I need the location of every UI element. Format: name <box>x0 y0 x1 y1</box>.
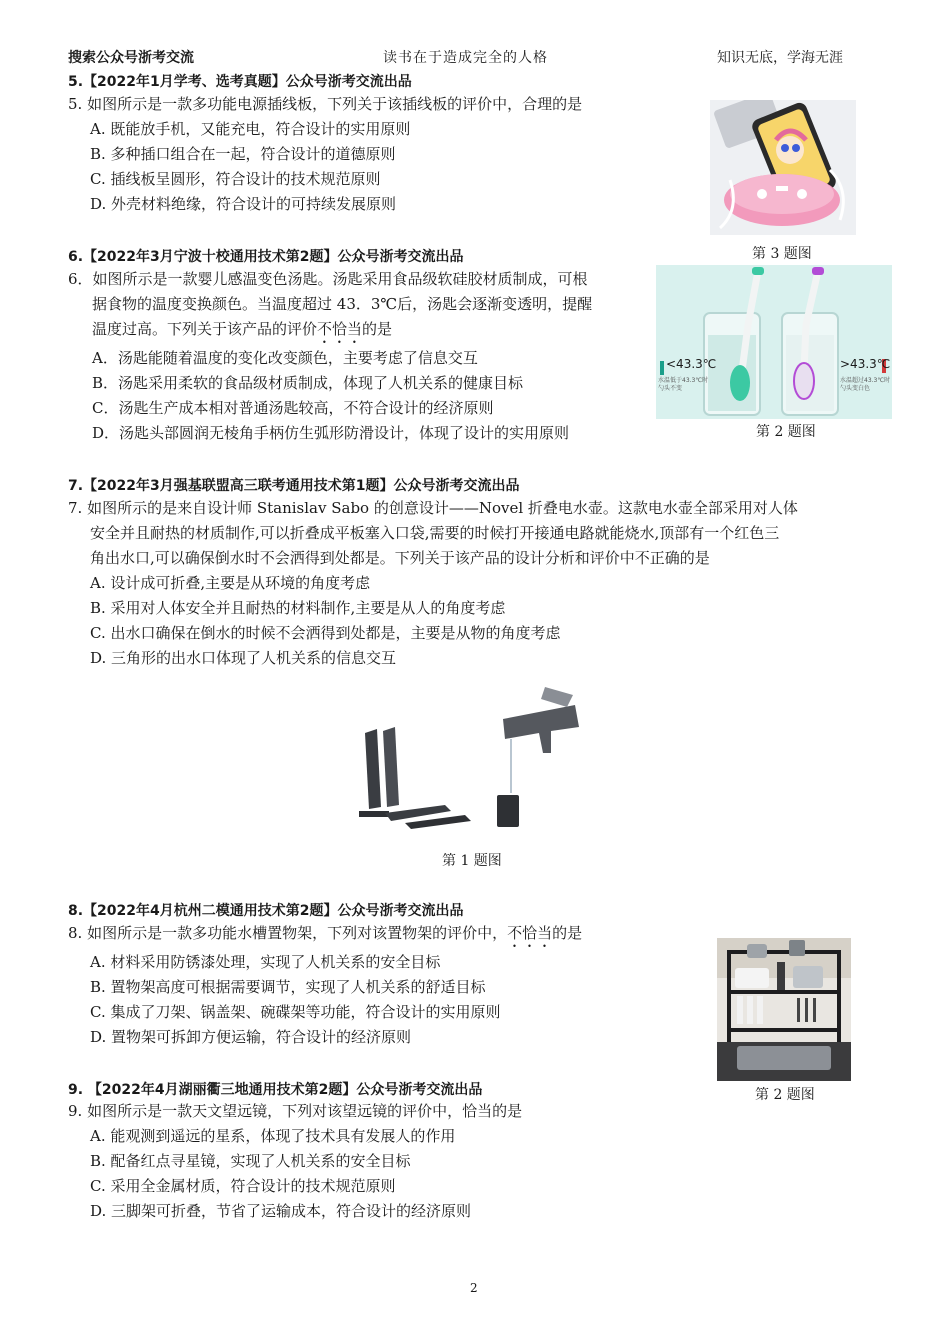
q6-stem-line3-post: 的是 <box>362 320 393 338</box>
q7-option-c: C. 出水口确保在倒水的时候不会洒得到处都是，主要是从物的角度考虑 <box>90 624 561 642</box>
q8-option-a: A. 材料采用防锈漆处理，实现了人机关系的安全目标 <box>90 953 441 971</box>
q6-left-note-line1: 水温低于43.3℃时 <box>658 377 709 384</box>
q9-option-a: A. 能观测到遥远的星系，体现了技术具有发展人的作用 <box>90 1127 456 1145</box>
q8-option-c: C. 集成了刀架、锅盖架、碗碟架等功能，符合设计的实用原则 <box>90 1003 501 1021</box>
q9-option-c: C. 采用全金属材质，符合设计的技术规范原则 <box>90 1177 396 1195</box>
q7-option-b: B. 采用对人体安全并且耐热的材料制作,主要是从人的角度考虑 <box>90 599 506 617</box>
q6-left-note-line2: 勺头不变 <box>658 385 683 392</box>
q6-right-note-line1: 水温超过43.3℃时 <box>840 377 891 384</box>
q6-stem-line3-pre: 温度过高。下列关于该产品的评价 <box>92 320 318 338</box>
q8-stem-post: 的是 <box>552 924 583 942</box>
q5-option-c: C. 插线板呈圆形，符合设计的技术规范原则 <box>90 170 381 188</box>
q6-section-title: 6.【2022年3月宁波十校通用技术第2题】公众号浙考交流出品 <box>68 249 464 265</box>
q6-option-c: C．汤匙生产成本相对普通汤匙较高，不符合设计的经济原则 <box>92 399 494 417</box>
q7-option-a: A. 设计成可折叠,主要是从环境的角度考虑 <box>90 574 371 592</box>
q8-option-b: B. 置物架高度可根据需要调节，实现了人机关系的舒适目标 <box>90 978 486 996</box>
q9-stem: 9. 如图所示是一款天文望远镜，下列对该望远镜的评价中，恰当的是 <box>68 1102 523 1120</box>
q8-figure-caption: 第 2 题图 <box>755 1087 815 1103</box>
header-right: 知识无底，学海无涯 <box>717 50 843 66</box>
header-center: 读书在于造成完全的人格 <box>383 50 548 66</box>
q7-stem-line3: 角出水口,可以确保倒水时不会洒得到处都是。下列关于该产品的设计分析和评价中不正确的是 <box>90 549 710 567</box>
q8-section-title: 8.【2022年4月杭州二模通用技术第2题】公众号浙考交流出品 <box>68 903 464 919</box>
q8-option-d: D. 置物架可拆卸方便运输，符合设计的经济原则 <box>90 1028 412 1046</box>
thermo-spoon-image <box>656 265 892 419</box>
q5-stem: 5. 如图所示是一款多功能电源插线板，下列关于该插线板的评价中，合理的是 <box>68 95 583 113</box>
q7-option-d: D. 三角形的出水口体现了人机关系的信息交互 <box>90 649 397 667</box>
q9-option-d: D. 三脚架可折叠，节省了运输成本，符合设计的经济原则 <box>90 1202 472 1220</box>
header-left: 搜索公众号浙考交流 <box>68 50 194 66</box>
q5-option-a: A. 既能放手机，又能充电，符合设计的实用原则 <box>90 120 411 138</box>
q7-section-title: 7.【2022年3月强基联盟高三联考通用技术第1题】公众号浙考交流出品 <box>68 478 520 494</box>
q9-option-b: B. 配备红点寻星镜，实现了人机关系的安全目标 <box>90 1152 411 1170</box>
q6-stem-line1: 6．如图所示是一款婴儿感温变色汤匙。汤匙采用食品级软硅胶材质制成，可根 <box>68 270 588 288</box>
q6-figure-caption: 第 2 题图 <box>756 424 816 440</box>
q7-stem-line2: 安全并且耐热的材质制作,可以折叠成平板塞入口袋,需要的时候打开接通电路就能烧水,顶部有一个红色三 <box>90 524 780 542</box>
q6-left-note <box>658 377 708 393</box>
q8-stem <box>68 921 582 951</box>
q8-stem-emphasis: 不恰当 <box>507 924 553 942</box>
q5-option-d: D. 外壳材料绝缘，符合设计的可持续发展原则 <box>90 195 397 213</box>
q7-figure-caption: 第 1 题图 <box>442 853 502 869</box>
q6-right-note-line2: 勺头变白色 <box>840 385 871 392</box>
q5-section-title: 5.【2022年1月学考、选考真题】公众号浙考交流出品 <box>68 74 412 90</box>
q6-option-a: A．汤匙能随着温度的变化改变颜色，主要考虑了信息交互 <box>92 349 478 367</box>
q5-option-b: B. 多种插口组合在一起，符合设计的道德原则 <box>90 145 396 163</box>
page-number: 2 <box>470 1281 478 1295</box>
q6-stem-line2: 据食物的温度变换颜色。当温度超过 43．3℃后，汤匙会逐渐变透明，提醒 <box>92 295 593 313</box>
q6-right-temp-label: >43.3℃ <box>840 357 891 371</box>
q6-right-note <box>840 377 890 393</box>
q8-stem-pre: 8. 如图所示是一款多功能水槽置物架，下列对该置物架的评价中， <box>68 924 508 942</box>
q9-section-title: 9. 【2022年4月湖丽衢三地通用技术第2题】公众号浙考交流出品 <box>68 1082 483 1098</box>
q6-option-d: D．汤匙头部圆润无棱角手柄仿生弧形防滑设计，体现了设计的实用原则 <box>92 424 570 442</box>
q6-left-temp-label: <43.3℃ <box>666 357 717 371</box>
power-strip-image <box>710 100 856 235</box>
q5-figure-caption: 第 3 题图 <box>752 246 812 262</box>
folding-kettle-image <box>355 683 590 833</box>
sink-rack-image <box>717 938 851 1081</box>
q6-option-b: B．汤匙采用柔软的食品级材质制成，体现了人机关系的健康目标 <box>92 374 524 392</box>
q7-stem-line1: 7. 如图所示的是来自设计师 Stanislav Sabo 的创意设计——Novel 折叠电水壶。这款电水壶全部采用对人体 <box>68 499 798 517</box>
q6-stem-line3 <box>92 317 392 347</box>
q6-stem-emphasis: 不恰当 <box>317 320 363 338</box>
